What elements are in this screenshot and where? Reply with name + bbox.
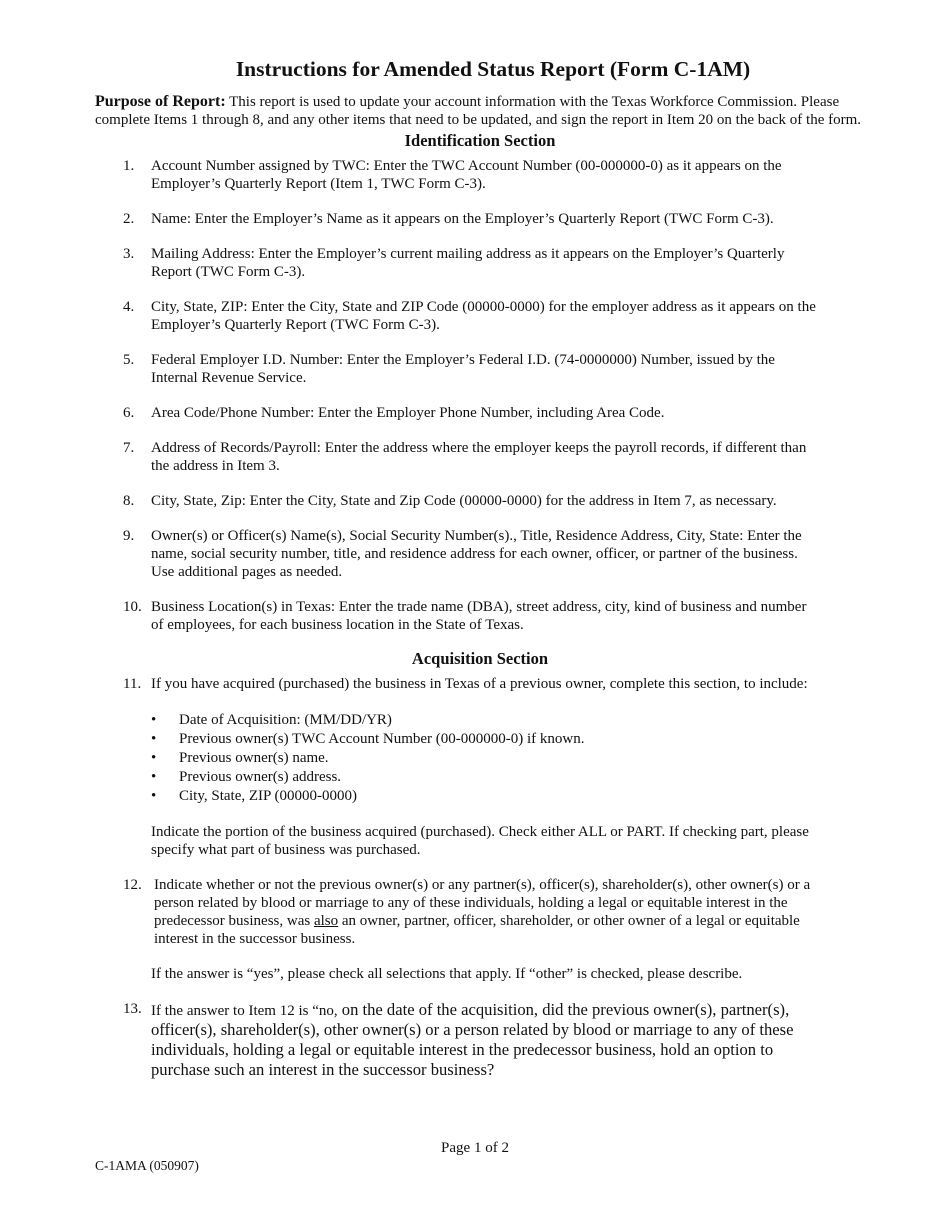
item-number: 4.: [123, 299, 135, 315]
item-12-text-before: Indicate whether or not the previous owner(s) or any partner(s), officer(s), shareholder(s), other owner(s) or a person related by blood or marriage to any of these individuals, holding a legal or equitable interest in the predecessor business, was: [154, 877, 811, 929]
item-number: 5.: [123, 352, 135, 368]
document-page: [95, 56, 865, 1097]
item-text: If you have acquired (purchased) the business in Texas of a previous owner, complete this section, to include:: [151, 676, 808, 692]
item-text: Name: Enter the Employer’s Name as it appears on the Employer’s Quarterly Report (TWC Form C-3).: [151, 211, 774, 227]
bullet-item: [151, 787, 816, 806]
item-number: 10.: [123, 599, 142, 615]
bullet-icon: •: [151, 712, 157, 728]
item-7: [95, 439, 816, 475]
bullet-text: City, State, ZIP (00000-0000): [179, 788, 358, 804]
item-number: 8.: [123, 493, 135, 509]
item-12-text-after: an owner, partner, officer, shareholder, or other owner of a legal or equitable interest in the successor business.: [154, 913, 800, 947]
item-number: 9.: [123, 528, 135, 544]
acquisition-bullet-list: [151, 711, 816, 806]
form-code: C-1AMA (050907): [95, 1158, 199, 1173]
purpose-label: Purpose of Report:: [95, 93, 226, 110]
item-6: [95, 404, 816, 422]
bullet-item: [151, 768, 816, 787]
item-text: Business Location(s) in Texas: Enter the trade name (DBA), street address, city, kind of business and number of employees, for each business location in the State of Texas.: [151, 599, 807, 633]
item-8: [95, 492, 816, 510]
item-11-note: Indicate the portion of the business acquired (purchased). Check either ALL or PART. If checking part, please specify what part of business was purchased.: [151, 824, 809, 858]
acquisition-heading: Acquisition Section: [411, 649, 549, 668]
item-12-underlined-word: also: [313, 913, 339, 929]
item-text: Account Number assigned by TWC: Enter the TWC Account Number (00-000000-0) as it appears on the Employer’s Quarterly Report (Item 1, TWC Form C-3).: [151, 158, 782, 192]
page-title: Instructions for Amended Status Report (Form C-1AM): [235, 57, 751, 81]
item-number: 12.: [123, 877, 142, 893]
bullet-text: Previous owner(s) TWC Account Number (00-000000-0) if known.: [179, 731, 585, 747]
bullet-text: Previous owner(s) name.: [179, 750, 329, 766]
bullet-text: Previous owner(s) address.: [179, 769, 342, 785]
bullet-icon: •: [151, 769, 157, 785]
item-text: Owner(s) or Officer(s) Name(s), Social Security Number(s)., Title, Residence Address, City, State: Enter the name, social security number, title, and residence address for each owner, officer, or partner of the business. Use additional pages as needed.: [151, 528, 802, 580]
item-2: [95, 210, 816, 228]
item-10: [95, 598, 816, 634]
identification-list: [95, 157, 865, 634]
bullet-item: [151, 711, 816, 730]
item-4: [95, 298, 816, 334]
item-9: [95, 527, 816, 581]
bullet-icon: •: [151, 750, 157, 766]
item-3: [95, 245, 816, 281]
item-number: 2.: [123, 211, 135, 227]
item-number: 13.: [123, 1001, 142, 1017]
item-number: 11.: [123, 676, 142, 692]
purpose-text: This report is used to update your account information with the Texas Workforce Commission. Please complete Items 1 through 8, and any other items that need to be updated, and sign the report in Item 20 on the back of the form.: [95, 94, 862, 128]
item-text: Address of Records/Payroll: Enter the address where the employer keeps the payroll records, if different than the address in Item 3.: [151, 440, 807, 474]
item-text: City, State, Zip: Enter the City, State and Zip Code (00000-0000) for the address in Item 7, as necessary.: [151, 493, 777, 509]
bullet-item: [151, 730, 816, 749]
page-number: Page 1 of 2: [441, 1140, 509, 1156]
bullet-item: [151, 749, 816, 768]
item-text: Federal Employer I.D. Number: Enter the Employer’s Federal I.D. (74-0000000) Number, issued by the Internal Revenue Service.: [151, 352, 775, 386]
item-number: 7.: [123, 440, 135, 456]
item-12: [95, 876, 820, 948]
identification-heading: Identification Section: [404, 131, 556, 150]
item-12-note: If the answer is “yes”, please check all selections that apply. If “other” is checked, please describe.: [151, 966, 743, 982]
item-5: [95, 351, 816, 387]
item-13-rest: on the date of the acquisition, did the previous owner(s), partner(s), officer(s), shareholder(s), other owner(s) or a person related by blood or marriage to any of these individuals, holding a legal or equitable interest in the predecessor business, hold an option to purchase such an interest in the successor business?: [151, 1000, 794, 1079]
item-number: 6.: [123, 405, 135, 421]
item-1: [95, 157, 816, 193]
item-11: [95, 675, 816, 859]
item-number: 1.: [123, 158, 135, 174]
item-text: Area Code/Phone Number: Enter the Employer Phone Number, including Area Code.: [151, 405, 665, 421]
item-text: Mailing Address: Enter the Employer’s current mailing address as it appears on the Employer’s Quarterly Report (TWC Form C-3).: [151, 246, 785, 280]
item-text: City, State, ZIP: Enter the City, State and ZIP Code (00000-0000) for the employer address as it appears on the Employer’s Quarterly Report (TWC Form C-3).: [151, 299, 816, 333]
bullet-icon: •: [151, 788, 157, 804]
item-13-lead: If the answer to Item 12 is “no,: [151, 1003, 338, 1019]
item-13: [95, 1000, 816, 1080]
bullet-icon: •: [151, 731, 157, 747]
bullet-text: Date of Acquisition: (MM/DD/YR): [179, 712, 392, 728]
item-number: 3.: [123, 246, 135, 262]
purpose-paragraph: [95, 93, 865, 129]
